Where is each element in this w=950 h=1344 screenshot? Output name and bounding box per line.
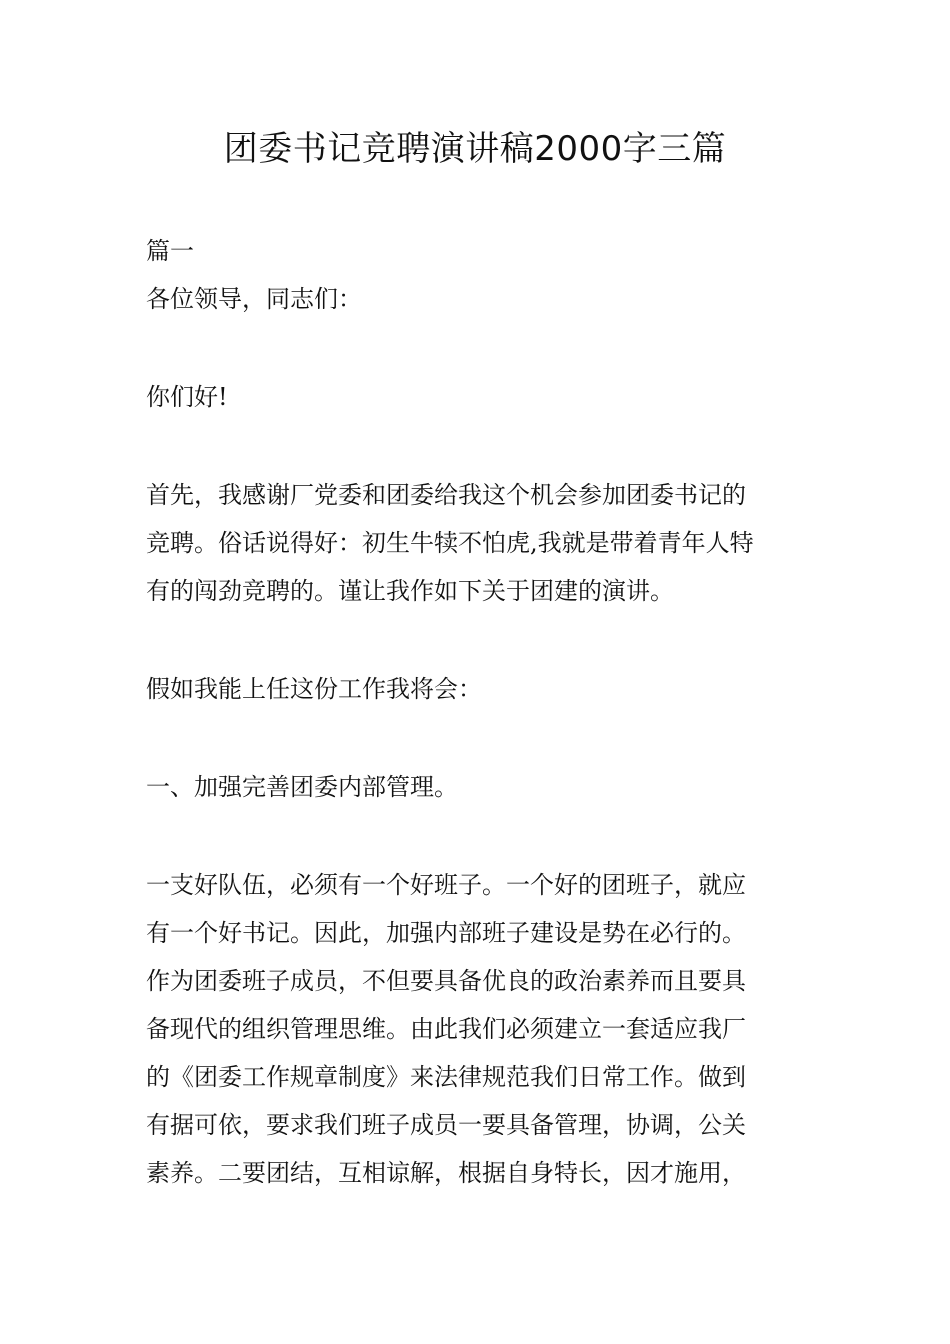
salutation-line: 你们好! xyxy=(146,383,228,411)
body-line: 有一个好书记。因此，加强内部班子建设是势在必行的。 xyxy=(146,919,746,947)
body-line: 备现代的组织管理思维。由此我们必须建立一套适应我厂 xyxy=(146,1015,746,1043)
document-title: 团委书记竞聘演讲稿2000字三篇 xyxy=(223,129,727,169)
intro-line: 首先，我感谢厂党委和团委给我这个机会参加团委书记的 xyxy=(146,481,746,509)
paragraph-spacer xyxy=(146,421,810,471)
body-line: 素养。二要团结，互相谅解，根据自身特长，因才施用， xyxy=(146,1159,746,1187)
body-paragraph xyxy=(146,861,810,1197)
intro-paragraph xyxy=(146,471,810,615)
body-line: 一支好队伍，必须有一个好班子。一个好的团班子，就应 xyxy=(146,871,746,899)
section-label: 篇一 xyxy=(146,237,194,265)
greeting-line: 各位领导，同志们： xyxy=(146,285,362,313)
paragraph-spacer xyxy=(146,713,810,763)
plan-intro-line: 假如我能上任这份工作我将会： xyxy=(146,675,482,703)
body-line: 的《团委工作规章制度》来法律规范我们日常工作。做到 xyxy=(146,1063,746,1091)
paragraph-spacer xyxy=(146,811,810,861)
intro-line: 竞聘。俗话说得好：初生牛犊不怕虎,我就是带着青年人特 xyxy=(146,529,754,557)
body-line: 作为团委班子成员，不但要具备优良的政治素养而且要具 xyxy=(146,967,746,995)
intro-line: 有的闯劲竞聘的。谨让我作如下关于团建的演讲。 xyxy=(146,577,674,605)
heading-one: 一、加强完善团委内部管理。 xyxy=(146,773,458,801)
document-body xyxy=(146,227,810,1197)
paragraph-spacer xyxy=(146,323,810,373)
body-line: 有据可依，要求我们班子成员一要具备管理，协调，公关 xyxy=(146,1111,746,1139)
paragraph-spacer xyxy=(146,615,810,665)
